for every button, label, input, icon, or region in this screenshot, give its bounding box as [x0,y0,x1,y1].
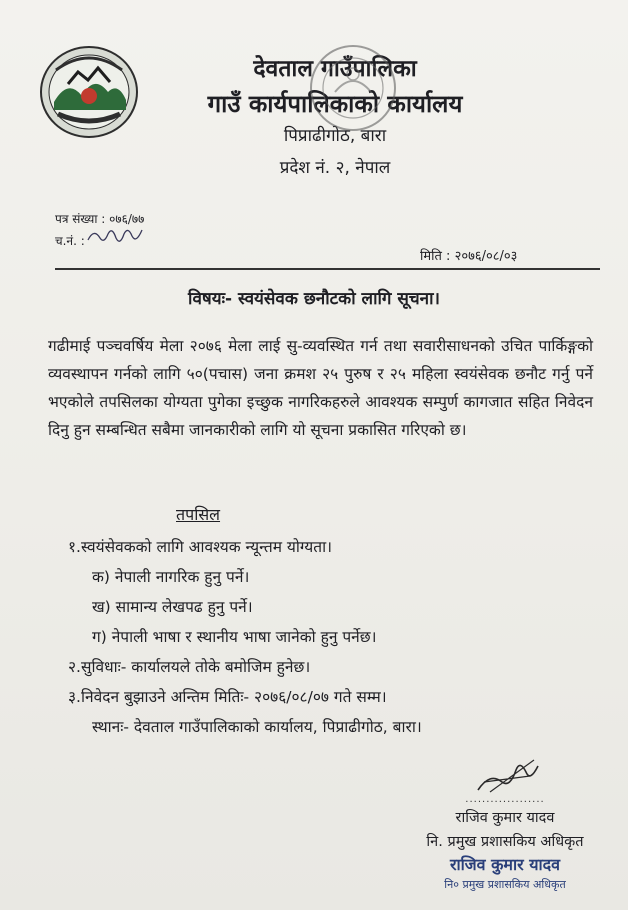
office-seal-icon [305,40,401,136]
office-location: पिप्राढीगोठ, बारा [283,126,387,146]
stamp-name: राजिव कुमार यादव [449,855,561,874]
notice-body: गढीमाई पञ्चवर्षिय मेला २०७६ मेला लाई सु-व्यवस्थित गर्न तथा सवारीसाधनको उचित पार्किङ्गको व्यवस्थापन गर्नको लागि ५०(पचास) जना क्रमश २५ पुरुष र २५ महिला स्वयंसेवक छनौट गर्नु पर्ने भएकोले तपसिलका योग्यता पुगेका इच्छुक नागरिकहरुले आवश्यक सम्पुर्ण कागजात सहित निवेदन दिनु हुन सम्बन्धित सबैमा जानकारीको लागि यो सूचना प्रकासित गरिएको छ। [48,337,593,439]
handwritten-signature-icon [460,752,550,800]
header-divider [55,268,600,270]
letter-number: पत्र संख्या : ०७६/७७ [55,212,145,226]
signature-block [400,752,610,892]
municipality-name: देवताल गाउँपालिका [253,56,417,82]
office-name: गाउँ कार्यपालिकाको कार्यालय [207,90,463,118]
list-subitem-citizen: क) नेपाली नागरिक हुनु पर्ने। [92,568,250,586]
list-item-place: स्थानः- देवताल गाउँपालिकाको कार्यालय, पिप्राढीगोठ, बारा। [92,718,422,736]
list-item-deadline: ३.निवेदन बुझाउने अन्तिम मितिः- २०७६/०८/०७ गते सम्म। [68,688,387,706]
issue-date: मिति : २०७६/०८/०३ [420,249,518,264]
list-item-facilities: २.सुविधाः- कार्यालयले तोके बमोजिम हुनेछ। [68,658,311,676]
schedule-heading: तपसिल [176,505,221,524]
list-subitem-literacy: ख) सामान्य लेखपढ हुनु पर्ने। [92,598,253,616]
signatory-name: राजिव कुमार यादव [455,810,555,826]
province-line: प्रदेश नं. २, नेपाल [279,158,391,178]
municipality-emblem-icon [38,44,140,140]
dispatch-number: च.नं. : [55,234,85,248]
schedule-list [68,532,608,742]
notice-subject: विषयः- स्वयंसेवक छनौटको लागि सूचना। [188,289,440,309]
stamp-title: नि० प्रमुख प्रशासकिय अधिकृत [444,878,566,891]
signature-line: ................... [465,794,545,805]
list-item-qualifications: १.स्वयंसेवकको लागि आवश्यक न्यून्तम योग्यता। [68,538,332,556]
list-subitem-language: ग) नेपाली भाषा र स्थानीय भाषा जानेको हुनु पर्नेछ। [92,628,377,646]
dispatch-number-handwriting-icon [86,224,146,248]
signatory-title: नि. प्रमुख प्रशासकिय अधिकृत [426,834,584,850]
